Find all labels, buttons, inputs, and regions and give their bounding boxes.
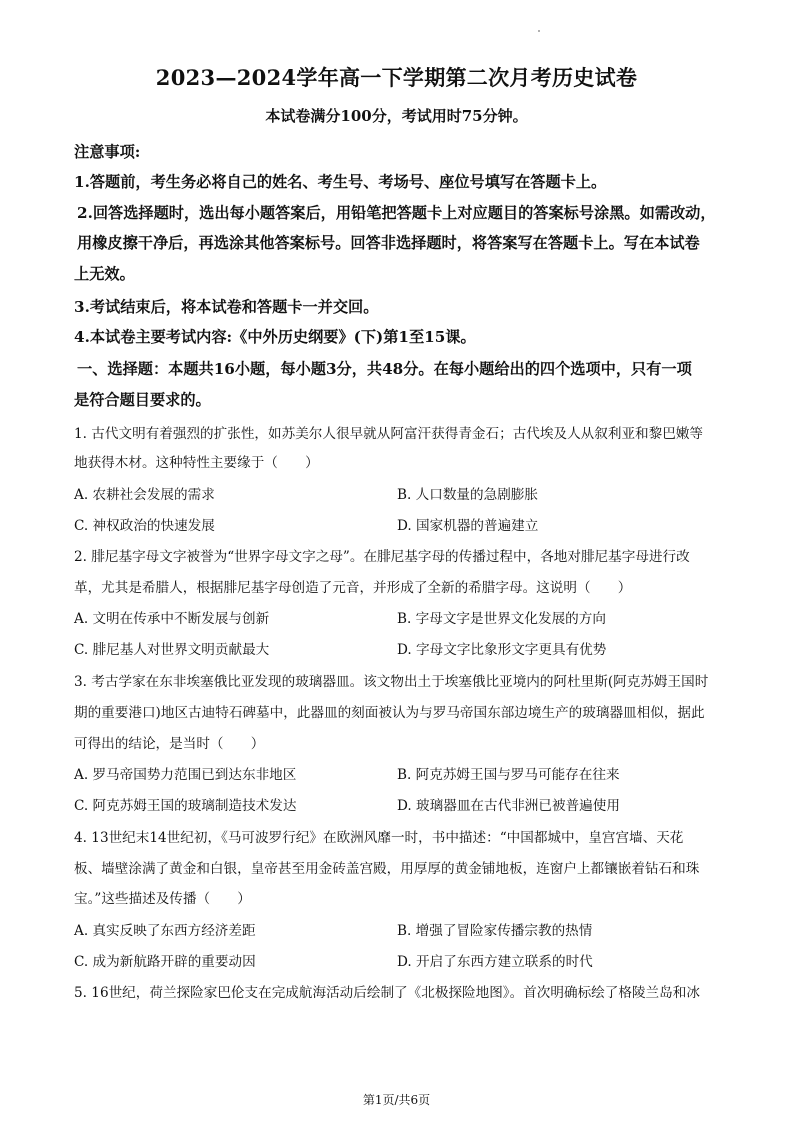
question-1-option-d: D. 国家机器的普遍建立 xyxy=(397,518,539,534)
question-3-option-c: C. 阿克苏姆王国的玻璃制造技术发达 xyxy=(74,798,297,814)
question-3-stem: 3. 考古学家在东非埃塞俄比亚发现的玻璃器皿。该文物出土于埃塞俄比亚境内的阿杜里斯(阿克苏姆王国时 xyxy=(74,674,709,690)
question-4-option-b: B. 增强了冒险家传播宗教的热情 xyxy=(397,923,593,939)
notes-line: 4.本试卷主要考试内容:《中外历史纲要》(下)第1至15课。 xyxy=(74,328,476,346)
section-heading: 一、选择题：本题共16小题，每小题3分，共48分。在每小题给出的四个选项中，只有一项 xyxy=(77,360,692,378)
question-1-stem: 地获得木材。这种特性主要缘于（ ） xyxy=(74,455,319,471)
question-4-stem: 4. 13世纪末14世纪初，《马可波罗行纪》在欧洲风靡一时，书中描述：“中国都城中，皇宫宫墙、天花 xyxy=(74,830,684,846)
question-2-option-d: D. 字母文字比象形文字更具有优势 xyxy=(397,642,607,658)
question-1-option-c: C. 神权政治的快速发展 xyxy=(74,518,215,534)
question-3-option-b: B. 阿克苏姆王国与罗马可能存在往来 xyxy=(397,767,620,783)
notes-line: 1.答题前，考生务必将自己的姓名、考生号、考场号、座位号填写在答题卡上。 xyxy=(74,173,607,191)
question-2-option-b: B. 字母文字是世界文化发展的方向 xyxy=(397,611,606,627)
question-1-option-b: B. 人口数量的急剧膨胀 xyxy=(397,487,538,503)
notes-line: 用橡皮擦干净后，再选涂其他答案标号。回答非选择题时，将答案写在答题卡上。写在本试卷 xyxy=(77,234,700,252)
question-2-option-c: C. 腓尼基人对世界文明贡献最大 xyxy=(74,642,270,658)
question-1-option-a: A. 农耕社会发展的需求 xyxy=(74,487,215,503)
question-4-stem: 板、墙壁涂满了黄金和白银，皇帝甚至用金砖盖宫殿，用厚厚的黄金铺地板，连窗户上都镶嵌着钻石和珠 xyxy=(74,861,700,877)
question-4-stem: 宝。”这些描述及传播（ ） xyxy=(74,891,251,907)
question-3-option-a: A. 罗马帝国势力范围已到达东非地区 xyxy=(74,767,297,783)
page-number: 第1页/共6页 xyxy=(362,1093,431,1107)
notes-line: 3.考试结束后，将本试卷和答题卡一并交回。 xyxy=(74,298,379,316)
notes-heading: 注意事项: xyxy=(74,143,141,161)
exam-subtitle: 本试卷满分100分，考试用时75分钟。 xyxy=(265,107,528,125)
section-heading: 是符合题目要求的。 xyxy=(74,391,211,409)
question-4-option-d: D. 开启了东西方建立联系的时代 xyxy=(397,954,593,970)
question-3-stem: 可得出的结论，是当时（ ） xyxy=(74,736,265,752)
question-4-option-a: A. 真实反映了东西方经济差距 xyxy=(74,923,256,939)
notes-line: 2.回答选择题时，选出每小题答案后，用铅笔把答题卡上对应题目的答案标号涂黑。如需改动， xyxy=(77,204,716,222)
question-5-stem: 5. 16世纪，荷兰探险家巴伦支在完成航海活动后绘制了《北极探险地图》。首次明确标绘了格陵兰岛和冰 xyxy=(74,985,700,1001)
notes-line: 上无效。 xyxy=(74,265,135,283)
question-3-stem: 期的重要港口)地区古迪特石碑墓中，此器皿的刻面被认为与罗马帝国东部边境生产的玻璃器皿相似，据此 xyxy=(74,705,705,721)
question-3-option-d: D. 玻璃器皿在古代非洲已被普遍使用 xyxy=(397,798,620,814)
question-2-stem: 2. 腓尼基字母文字被誉为“世界字母文字之母”。在腓尼基字母的传播过程中，各地对腓尼基字母进行改 xyxy=(74,549,690,565)
scan-speck xyxy=(538,30,540,32)
question-2-option-a: A. 文明在传承中不断发展与创新 xyxy=(74,611,270,627)
question-2-stem: 革，尤其是希腊人，根据腓尼基字母创造了元音，并形成了全新的希腊字母。这说明（ ） xyxy=(74,580,632,596)
question-4-option-c: C. 成为新航路开辟的重要动因 xyxy=(74,954,256,970)
exam-title: 2023—2024学年高一下学期第二次月考历史试卷 xyxy=(155,65,638,90)
question-1-stem: 1. 古代文明有着强烈的扩张性，如苏美尔人很早就从阿富汗获得青金石；古代埃及人从叙利亚和黎巴嫩等 xyxy=(74,426,704,442)
